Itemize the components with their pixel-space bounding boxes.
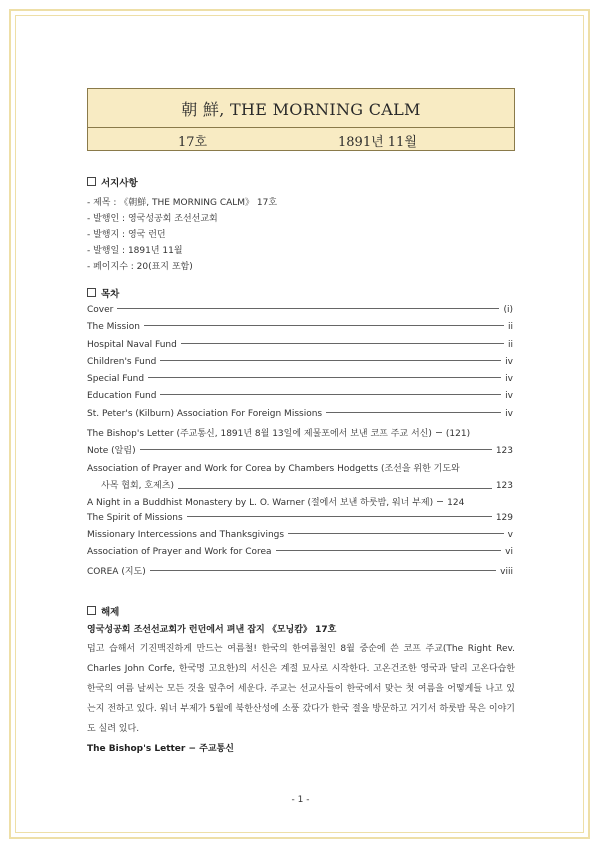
toc-entry-title: 사목 협회, 호제츠) bbox=[101, 480, 174, 491]
issue-date: 1891년 11월 bbox=[338, 135, 417, 150]
toc-leader-line bbox=[276, 550, 502, 551]
toc-row bbox=[87, 513, 513, 530]
toc-row bbox=[87, 322, 513, 339]
toc-heading bbox=[87, 287, 119, 303]
toc-page-number: viii bbox=[500, 567, 513, 578]
toc-entry-title: Note (알림) bbox=[87, 446, 136, 457]
toc-row bbox=[87, 564, 513, 581]
toc-heading-label: 목차 bbox=[101, 289, 120, 300]
toc-entry-title: Hospital Naval Fund bbox=[87, 339, 177, 350]
toc-page-number: 129 bbox=[495, 512, 513, 523]
toc-row bbox=[87, 530, 513, 547]
document-title: 朝 鮮, THE MORNING CALM bbox=[88, 89, 514, 128]
toc-row bbox=[87, 357, 513, 374]
toc-leader-line bbox=[148, 377, 501, 378]
toc-leader-line bbox=[181, 343, 504, 344]
toc-row bbox=[87, 478, 513, 495]
toc-row bbox=[87, 340, 513, 357]
toc-page-number: (121) bbox=[445, 429, 471, 440]
toc-row bbox=[87, 305, 513, 322]
toc-leader-line bbox=[140, 449, 492, 450]
toc-page-number: (i) bbox=[503, 305, 513, 315]
toc-leader-line bbox=[150, 570, 496, 571]
toc-row bbox=[87, 409, 513, 426]
toc-entry-title: Missionary Intercessions and Thanksgivings bbox=[87, 529, 285, 540]
toc-row bbox=[87, 495, 513, 512]
commentary-subheading: 영국성공회 조선선교회가 런던에서 펴낸 잡지 《모닝캄》 17호 bbox=[87, 625, 337, 635]
toc-entry-title: Education Fund bbox=[87, 391, 157, 402]
bib-line: - 발행일 : 1891년 11월 bbox=[87, 246, 183, 256]
commentary-heading bbox=[87, 604, 515, 618]
toc-entry-title: The Mission bbox=[87, 322, 140, 333]
toc-leader-line bbox=[436, 432, 442, 433]
toc-leader-line bbox=[437, 501, 443, 502]
toc-heading-wrap bbox=[87, 287, 119, 306]
table-of-contents bbox=[87, 305, 513, 582]
toc-entry-title: The Spirit of Missions bbox=[87, 512, 183, 523]
toc-page-number: iv bbox=[505, 374, 513, 385]
toc-page-number: ii bbox=[507, 322, 513, 333]
bib-line: - 발행인 : 영국성공회 조선선교회 bbox=[87, 214, 218, 224]
toc-entry-title: Cover bbox=[87, 305, 114, 315]
toc-page-number: ii bbox=[507, 339, 513, 350]
toc-page-number: iv bbox=[505, 391, 513, 402]
toc-entry-title: A Night in a Buddhist Monastery by L. O. Warner (절에서 보낸 하룻밤, 워너 부제) bbox=[87, 498, 434, 509]
toc-row bbox=[87, 374, 513, 391]
toc-leader-line bbox=[144, 325, 504, 326]
bibliography-section bbox=[87, 176, 277, 275]
toc-page-number: iv bbox=[505, 408, 513, 419]
bib-line: - 제목 : 《朝鮮, THE MORNING CALM》 17호 bbox=[87, 198, 278, 208]
toc-entry-title: Association of Prayer and Work for Corea by Chambers Hodgetts (조선을 위한 기도와 bbox=[87, 463, 460, 474]
issue-number: 17호 bbox=[178, 135, 208, 150]
toc-page-number: iv bbox=[505, 356, 513, 367]
toc-row bbox=[87, 547, 513, 564]
checkbox-square-icon bbox=[87, 177, 96, 186]
toc-page-number: 124 bbox=[447, 498, 465, 509]
toc-entry-title: St. Peter's (Kilburn) Association For Foreign Missions bbox=[87, 408, 323, 419]
toc-leader-line bbox=[326, 412, 501, 413]
toc-leader-line bbox=[117, 308, 499, 309]
bib-line: - 발행지 : 영국 런던 bbox=[87, 230, 166, 240]
toc-entry-title: Special Fund bbox=[87, 374, 145, 385]
commentary-paragraph: 덥고 습해서 기진맥진하게 만드는 여름철! 한국의 한여름철인 8월 중순에 쓴 코프 주교(The Right Rev. Charles John Corfe, 한국명 고요한)의 서신은 계절 묘사로 시작한다. 고온건조한 영국과 달리 고온다습한 한국의 여름 날씨는 모든 것을 덮추어 세운다. 주교는 선교사들이 한국에서 맞는 첫 여름을 어떻게들 나고 있는지 전하고 있다. 워너 부제가 5월에 북한산성에 소풍 갔다가 한국 절을 방문하고 거기서 하룻밤 묵은 이야기도 실려 있다. bbox=[87, 644, 515, 734]
toc-page-number: v bbox=[507, 529, 513, 540]
toc-leader-line bbox=[160, 360, 501, 361]
toc-page-number: vi bbox=[505, 547, 513, 558]
toc-leader-line bbox=[160, 394, 501, 395]
checkbox-square-icon bbox=[87, 606, 96, 615]
toc-entry-title: COREA (지도) bbox=[87, 567, 146, 578]
toc-page-number: 123 bbox=[495, 446, 513, 457]
issue-row bbox=[88, 128, 514, 151]
bibliography-heading bbox=[87, 176, 277, 192]
title-box bbox=[87, 88, 515, 151]
letter-label: The Bishop's Letter − 주교통신 bbox=[87, 744, 234, 754]
bibliography-heading-label: 서지사항 bbox=[101, 178, 138, 189]
page-number: - 1 - bbox=[291, 795, 310, 805]
toc-entry-title: Association of Prayer and Work for Corea bbox=[87, 547, 272, 558]
toc-row bbox=[87, 426, 513, 443]
commentary-heading-label: 해제 bbox=[101, 607, 120, 618]
toc-leader-line bbox=[187, 516, 492, 517]
toc-page-number: 123 bbox=[495, 480, 513, 491]
toc-row bbox=[87, 391, 513, 408]
toc-leader-line bbox=[178, 472, 492, 489]
toc-entry-title: The Bishop's Letter (주교통신, 1891년 8월 13일에 제물포에서 보낸 코프 주교 서신) bbox=[87, 429, 432, 440]
bib-line: - 페이지수 : 20(표지 포함) bbox=[87, 262, 193, 272]
toc-entry-title: Children's Fund bbox=[87, 356, 157, 367]
commentary-section bbox=[87, 604, 515, 759]
toc-leader-line bbox=[288, 533, 504, 534]
toc-row bbox=[87, 443, 513, 460]
checkbox-square-icon bbox=[87, 288, 96, 297]
